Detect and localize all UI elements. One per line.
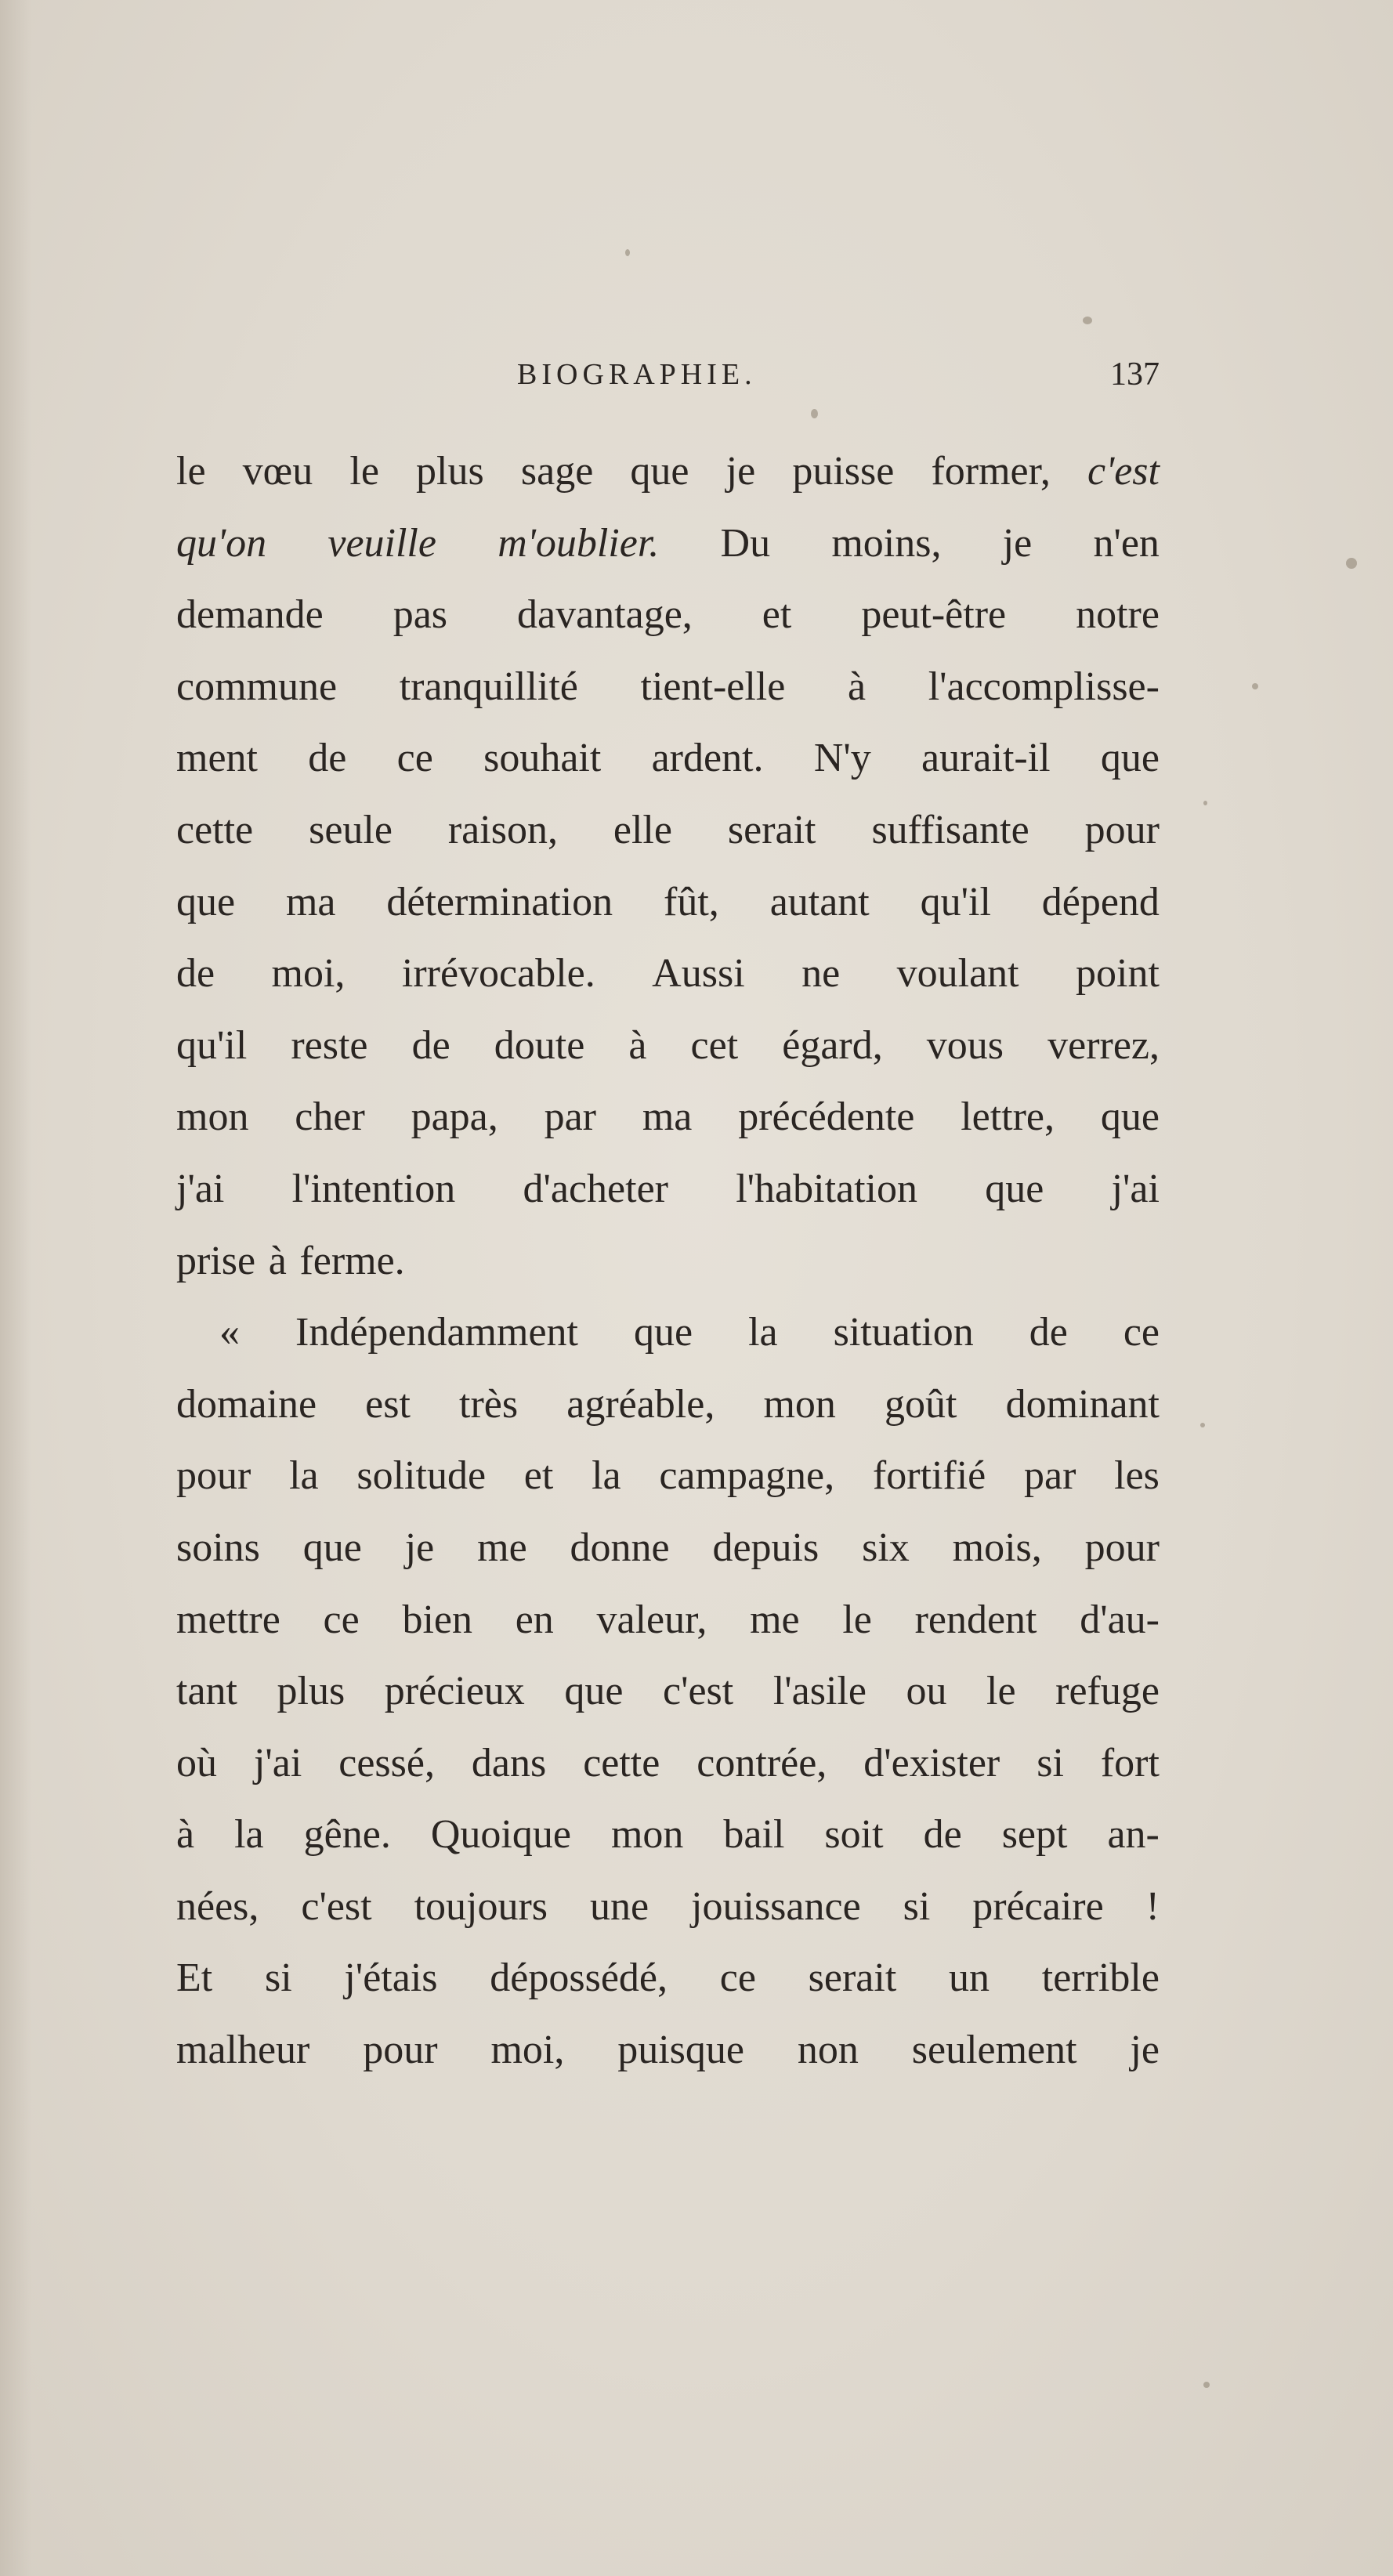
text-line <box>176 1871 1160 1943</box>
word: papa, <box>411 1094 498 1140</box>
word: à <box>176 1812 195 1858</box>
word: agréable, <box>566 1381 715 1427</box>
word: à <box>847 664 867 709</box>
word: ardent. <box>651 736 764 781</box>
word: m'oublier. <box>498 520 660 566</box>
word: suffisante <box>871 807 1029 852</box>
text-line <box>176 651 1160 723</box>
text-line <box>176 1942 1160 2014</box>
word: mon <box>763 1381 836 1427</box>
word: malheur <box>176 2028 310 2073</box>
word: qu'il <box>176 1022 248 1068</box>
paper-speck <box>1252 683 1258 689</box>
word: le <box>176 449 206 494</box>
word: c'est <box>663 1669 734 1714</box>
word: n'en <box>1093 520 1160 566</box>
word: seulement <box>911 2028 1077 2073</box>
word: ma <box>285 879 336 924</box>
word: à <box>268 1238 287 1283</box>
word: que <box>176 879 236 924</box>
word: bien <box>402 1597 472 1642</box>
body-text <box>176 436 1160 2086</box>
word: campagne, <box>659 1453 835 1499</box>
word: pas <box>393 592 448 638</box>
word: bail <box>723 1812 785 1858</box>
paper-speck <box>1083 317 1092 324</box>
text-line <box>176 1728 1160 1800</box>
word: l'habitation <box>736 1166 917 1211</box>
word: c'est <box>1087 449 1160 494</box>
word: ou <box>906 1669 947 1714</box>
paper-speck <box>1203 2382 1210 2388</box>
word: si <box>1037 1740 1064 1785</box>
word: veuille <box>327 520 436 566</box>
word: irrévocable. <box>401 951 595 997</box>
word: me <box>750 1597 800 1642</box>
word: l'asile <box>772 1669 867 1714</box>
word: de <box>1029 1310 1068 1355</box>
word: dominant <box>1005 1381 1160 1427</box>
word: que <box>985 1166 1044 1211</box>
word: d'acheter <box>523 1166 668 1211</box>
word: notre <box>1076 592 1160 638</box>
word: serait <box>727 807 816 852</box>
word: ! <box>1145 1883 1160 1929</box>
word: pour <box>1084 1525 1160 1570</box>
word: souhait <box>483 736 602 781</box>
word: de <box>176 951 215 997</box>
word: solitude <box>356 1453 487 1499</box>
word: aurait-il <box>921 736 1051 781</box>
text-line <box>176 1440 1160 1512</box>
word: peut-être <box>861 592 1007 638</box>
word: tranquillité <box>399 664 578 709</box>
word: tant <box>176 1669 237 1714</box>
word: qu'on <box>176 520 267 566</box>
text-line <box>176 1799 1160 1871</box>
word: le <box>842 1597 872 1642</box>
word: je <box>1130 2028 1160 2073</box>
word: contrée, <box>696 1740 827 1785</box>
word: fût, <box>664 879 719 924</box>
word: raison, <box>447 807 558 852</box>
word: qu'il <box>920 879 991 924</box>
word: moins, <box>831 520 942 566</box>
word: dépend <box>1041 879 1160 924</box>
word: précieux <box>384 1669 525 1714</box>
word: puisque <box>617 2028 744 2073</box>
word: j'ai <box>176 1166 225 1211</box>
text-line <box>176 1297 1160 1369</box>
word: à <box>628 1022 647 1068</box>
word: cette <box>176 807 254 852</box>
word: davantage, <box>517 592 693 638</box>
word: je <box>725 449 756 494</box>
word: N'y <box>813 736 871 781</box>
word: cher <box>295 1094 365 1140</box>
text-line <box>176 579 1160 651</box>
word: me <box>477 1525 527 1570</box>
word: les <box>1114 1453 1160 1499</box>
word: « <box>219 1310 240 1355</box>
paper-speck <box>1346 558 1357 569</box>
word: la <box>234 1812 264 1858</box>
text-line <box>176 1010 1160 1082</box>
word: la <box>289 1453 319 1499</box>
word: autant <box>769 879 870 924</box>
word: mettre <box>176 1597 280 1642</box>
word: ce <box>396 736 433 781</box>
word: que <box>302 1525 362 1570</box>
word: où <box>176 1740 217 1785</box>
word: cet <box>690 1022 739 1068</box>
word: de <box>923 1812 962 1858</box>
word: terrible <box>1041 1956 1160 2001</box>
word: la <box>592 1453 621 1499</box>
running-head: BIOGRAPHIE. <box>517 358 757 391</box>
word: vœu <box>242 449 313 494</box>
word: cessé, <box>338 1740 435 1785</box>
word: ma <box>642 1094 693 1140</box>
word: tient-elle <box>640 664 786 709</box>
text-line <box>176 1153 1160 1225</box>
page-header <box>517 351 1160 398</box>
word: sept <box>1001 1812 1068 1858</box>
word: que <box>1100 736 1160 781</box>
word: ferme. <box>299 1238 405 1283</box>
word: ment <box>176 736 258 781</box>
word: moi, <box>490 2028 565 2073</box>
word: pour <box>1084 807 1160 852</box>
text-line <box>176 2014 1160 2086</box>
word: depuis <box>712 1525 820 1570</box>
word: par <box>544 1094 596 1140</box>
word: très <box>459 1381 519 1427</box>
word: détermination <box>386 879 613 924</box>
text-line <box>176 867 1160 939</box>
word: fort <box>1100 1740 1160 1785</box>
word: que <box>1100 1094 1160 1140</box>
word: reste <box>291 1022 368 1068</box>
word: situation <box>833 1310 974 1355</box>
word: domaine <box>176 1381 317 1427</box>
word: voulant <box>896 951 1019 997</box>
word: refuge <box>1055 1669 1160 1714</box>
word: Du <box>720 520 771 566</box>
paper-speck <box>1200 1423 1205 1427</box>
text-line <box>176 722 1160 794</box>
word: cette <box>583 1740 660 1785</box>
word: est <box>365 1381 411 1427</box>
word: point <box>1076 951 1160 997</box>
word: six <box>862 1525 910 1570</box>
word: le <box>986 1669 1016 1714</box>
word: dans <box>471 1740 547 1785</box>
word: et <box>523 1453 554 1499</box>
word: donne <box>570 1525 670 1570</box>
word: Et <box>176 1956 213 2001</box>
word: gêne. <box>303 1812 391 1858</box>
word: c'est <box>301 1883 372 1929</box>
paper-speck <box>811 409 818 418</box>
word: rendent <box>914 1597 1037 1642</box>
word: puisse <box>792 449 895 494</box>
word: mon <box>610 1812 684 1858</box>
word: égard, <box>782 1022 883 1068</box>
word: former, <box>931 449 1051 494</box>
word: mois, <box>952 1525 1042 1570</box>
text-line <box>176 508 1160 580</box>
word: si <box>264 1956 292 2001</box>
word: de <box>411 1022 450 1068</box>
paper-speck <box>1203 801 1207 805</box>
word: j'ai <box>253 1740 302 1785</box>
word: fortifié <box>872 1453 986 1499</box>
word: ce <box>323 1597 360 1642</box>
word: dépossédé, <box>490 1956 668 2001</box>
text-line <box>176 794 1160 867</box>
word: par <box>1024 1453 1076 1499</box>
word: sage <box>520 449 594 494</box>
text-line <box>176 1584 1160 1656</box>
page-gutter-shadow <box>0 0 31 2576</box>
word: et <box>762 592 792 638</box>
word: d'au- <box>1080 1597 1160 1642</box>
word: non <box>797 2028 859 2073</box>
word: jouissance <box>691 1883 861 1929</box>
text-line <box>176 436 1160 508</box>
word: l'intention <box>291 1166 456 1211</box>
word: d'exister <box>863 1740 1000 1785</box>
word: doute <box>494 1022 585 1068</box>
word: elle <box>613 807 672 852</box>
word: la <box>748 1310 778 1355</box>
paper-speck <box>625 249 630 256</box>
word: vous <box>926 1022 1004 1068</box>
word: moi, <box>271 951 346 997</box>
text-line <box>176 938 1160 1010</box>
word: commune <box>176 664 338 709</box>
word: si <box>903 1883 931 1929</box>
word: Indépendamment <box>295 1310 578 1355</box>
text-line <box>176 1369 1160 1441</box>
word: j'ai <box>1111 1166 1160 1211</box>
word: verrez, <box>1047 1022 1160 1068</box>
word: mon <box>176 1094 249 1140</box>
word: ce <box>1123 1310 1160 1355</box>
word: que <box>630 449 689 494</box>
word: Aussi <box>652 951 745 997</box>
word: un <box>949 1956 990 2001</box>
word: le <box>349 449 379 494</box>
word: valeur, <box>596 1597 707 1642</box>
word: Quoique <box>430 1812 571 1858</box>
word: an- <box>1107 1812 1160 1858</box>
word: précédente <box>738 1094 915 1140</box>
word: soins <box>176 1525 260 1570</box>
word: pour <box>363 2028 438 2073</box>
word: en <box>515 1597 554 1642</box>
word: j'étais <box>344 1956 438 2001</box>
word: nées, <box>176 1883 259 1929</box>
word: je <box>404 1525 435 1570</box>
word: l'accomplisse- <box>928 664 1160 709</box>
text-line <box>176 1225 1160 1297</box>
word: que <box>633 1310 693 1355</box>
word: seule <box>309 807 393 852</box>
text-line <box>176 1655 1160 1728</box>
word: soit <box>824 1812 884 1858</box>
word: plus <box>277 1669 346 1714</box>
word: serait <box>808 1956 897 2001</box>
word: ne <box>801 951 841 997</box>
word: que <box>564 1669 624 1714</box>
word: ce <box>719 1956 756 2001</box>
word: précaire <box>972 1883 1104 1929</box>
word: lettre, <box>961 1094 1055 1140</box>
word: de <box>308 736 347 781</box>
word: prise <box>176 1238 256 1283</box>
word: une <box>589 1883 649 1929</box>
word: je <box>1002 520 1033 566</box>
text-line <box>176 1081 1160 1153</box>
word: goût <box>885 1381 957 1427</box>
page-number: 137 <box>1110 356 1160 393</box>
word: pour <box>176 1453 251 1499</box>
word: demande <box>176 592 324 638</box>
word: toujours <box>414 1883 548 1929</box>
text-line <box>176 1512 1160 1584</box>
word: plus <box>416 449 484 494</box>
